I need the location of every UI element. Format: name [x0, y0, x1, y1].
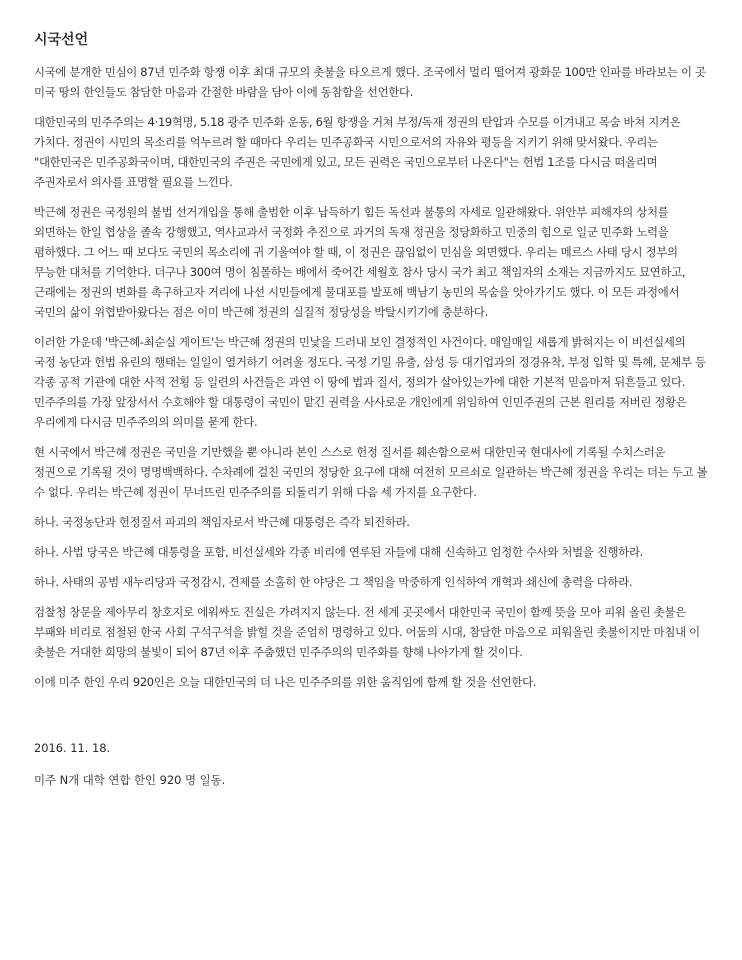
paragraph-regime-history: 박근혜 정권은 국정원의 불법 선거개입을 통해 출범한 이후 납득하기 힘든 독선과 불통의 자세로 일관해왔다. 위안부 피해자의 상처를 외면하는 한일 협상을 졸속 강행했고, 역사교과서 국정화 추진으로 과거의 독재 정권을 정당화하고 민중의 힘으로 일군 민주화 노력을 폄하했다. 그 어느 때 보다도 국민의 목소리에 귀 기울여야 할 때, 이 정권은 끊임없이 민심을 외면했다. 우리는 메르스 사태 당시 정부의 무능한 대처를 기억한다. 더구나 300여 명이 침몰하는 배에서 죽어간 세월호 참사 당시 국가 최고 책임자의 소재는 지금까지도 묘연하고, 근래에는 정권의 변화를 촉구하고자 거리에 나선 시민들에게 물대포를 발포해 백남기 농민의 목숨을 앗아가기도 했다. 이 모든 과정에서 국민의 삶이 위협받아왔다는 점은 이미 박근혜 정권의 실질적 정당성을 박탈시키기에 충분하다.: [34, 205, 686, 319]
declaration-date: 2016. 11. 18.: [34, 741, 111, 755]
demand-item-resign: 하나. 국정농단과 헌정질서 파괴의 책임자로서 박근혜 대통령은 즉각 퇴진하라.: [34, 515, 410, 529]
document-title: 시국선언: [34, 32, 89, 48]
paragraph-gate-scandal: 이러한 가운데 '박근혜-최순실 게이트'는 박근혜 정권의 민낯을 드러내 보인 결정적인 사건이다. 매일매일 새롭게 밝혀지는 이 비선실세의 국정 농단과 헌법 유린의 행태는 일일이 열거하기 어려울 정도다. 국정 기밀 유출, 삼성 등 대기업과의 정경유착, 부정 입학 및 특혜, 문체부 등 각종 공적 기관에 대한 사적 전횡 등 일련의 사건들은 과연 이 땅에 법과 질서, 정의가 살아있는가에 대한 기본적 믿음마저 뒤흔들고 있다. 민주주의를 가장 앞장서서 수호해야 할 대통령이 국민이 맡긴 권력을 사사로운 개인에게 위임하여 인민주권의 근본 원리를 저버린 정황은 우리에게 다시금 민주주의의 의미를 묻게 한다.: [34, 335, 706, 429]
paragraph-declaration: 이에 미주 한인 우리 920인은 오늘 대한민국의 더 나은 민주주의를 위한 움직임에 함께 할 것을 선언한다.: [34, 675, 537, 689]
paragraph-democracy: 대한민국의 민주주의는 4·19혁명, 5.18 광주 민주화 운동, 6월 항쟁을 거쳐 부정/독재 정권의 탄압과 수모를 이겨내고 목숨 바쳐 지켜온 가치다. 정권이 시민의 목소리를 억누르려 할 때마다 우리는 민주공화국 시민으로서의 자유와 평등을 지키기 위해 맞서왔다. 우리는 "대한민국은 민주공화국이며, 대한민국의 주권은 국민에게 있고, 모든 권력은 국민으로부터 나온다"는 헌법 1조를 다시금 떠올리며 주권자로서 의사를 표명할 필요를 느낀다.: [34, 115, 681, 189]
demand-item-investigation: 하나. 사법 당국은 박근혜 대통령을 포함, 비선실세와 각종 비리에 연루된 자들에 대해 신속하고 엄정한 수사와 처벌을 진행하라.: [34, 545, 643, 559]
paragraph-intro: 시국에 분개한 민심이 87년 민주화 항쟁 이후 최대 규모의 촛불을 타오르게 했다. 조국에서 멀리 떨어져 광화문 100만 인파를 바라보는 이 곳 미국 땅의 한인들도 참담한 마음과 간절한 바람을 담아 이에 동참함을 선언한다.: [34, 65, 706, 99]
declaration-document: [34, 30, 710, 790]
signature-spacer: [34, 702, 710, 738]
declaration-signature: 미주 N개 대학 연합 한인 920 명 일동.: [34, 773, 226, 787]
demand-item-reform: 하나. 사태의 공범 새누리당과 국정감시, 견제를 소홀히 한 야당은 그 책임을 막중하게 인식하여 개혁과 쇄신에 총력을 다하라.: [34, 575, 633, 589]
paragraph-candlelight: 검찰청 창문을 제아무리 창호지로 에워싸도 진실은 가려지지 않는다. 전 세계 곳곳에서 대한민국 국민이 함께 뜻을 모아 피워 올린 촛불은 부패와 비리로 점철된 한국 사회 구석구석을 밝힐 것을 준엄히 명령하고 있다. 어둠의 시대, 참담한 마음으로 피워올린 촛불이지만 마침내 이 촛불은 거대한 희망의 불빛이 되어 87년 이후 주춤했던 민주주의의 민주화를 향해 나아가게 할 것이다.: [34, 605, 700, 659]
paragraph-demands-intro: 현 시국에서 박근혜 정권은 국민을 기만했을 뿐 아니라 본인 스스로 헌정 질서를 훼손함으로써 대한민국 현대사에 기록될 수치스러운 정권으로 기록될 것이 명명백백하다. 수차례에 걸친 국민의 정당한 요구에 대해 여전히 모르쇠로 일관하는 박근혜 정권을 우리는 더는 두고 볼 수 없다. 우리는 박근혜 정권이 무너뜨린 민주주의를 되돌리기 위해 다음 세 가지를 요구한다.: [34, 445, 708, 499]
